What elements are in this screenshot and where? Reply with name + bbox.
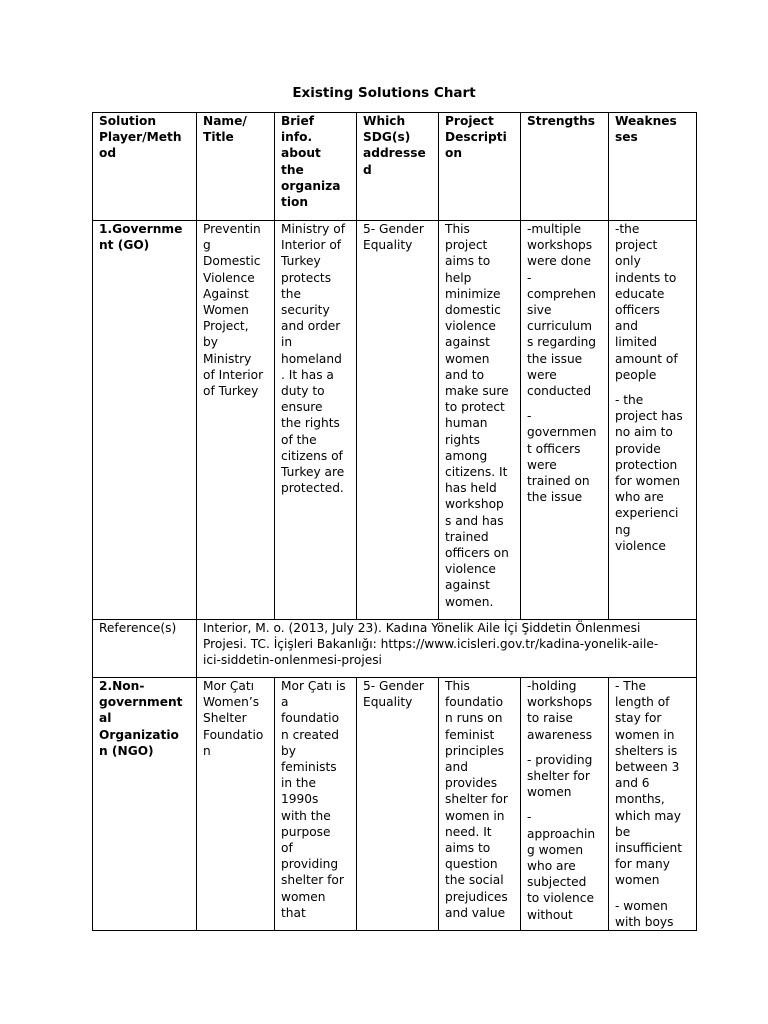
cell-paragraph	[615, 898, 692, 930]
cell-line: Project	[445, 114, 494, 128]
cell-line: with boys	[615, 914, 674, 929]
cell-line: curriculum	[527, 319, 593, 334]
cell-line: 5- Gender	[363, 222, 424, 236]
cell-line: -holding	[527, 679, 577, 693]
cell-line: violence	[615, 538, 666, 553]
row1-description	[439, 221, 521, 620]
cell-line: were	[527, 367, 557, 382]
cell-line: help	[445, 270, 472, 285]
cell-line: Mor Çatı is	[281, 679, 346, 693]
cell-line: rights	[445, 432, 480, 447]
cell-paragraph	[615, 392, 692, 554]
cell-line: shelters is	[615, 743, 678, 758]
cell-line: od	[99, 146, 117, 161]
cell-line: make sure	[445, 384, 509, 399]
cell-line: of Turkey	[203, 384, 259, 399]
cell-line: with the	[281, 808, 331, 823]
cell-line: officers on	[445, 546, 509, 561]
cell-paragraph	[527, 408, 604, 505]
cell-line: citizens. It	[445, 465, 508, 480]
cell-line: violence	[445, 562, 496, 577]
cell-line: human	[445, 416, 488, 431]
cell-line: foundatio	[445, 695, 504, 710]
cell-line: to raise	[527, 711, 573, 726]
cell-line: and 6	[615, 776, 650, 791]
cell-line: people	[615, 367, 657, 382]
cell-line: Turkey	[281, 254, 321, 269]
cell-line: project	[445, 238, 488, 253]
cell-line: need. It	[445, 824, 492, 839]
cell-line: workshops	[527, 695, 593, 710]
cell-line: citizens of	[281, 448, 343, 463]
cell-line: who are	[527, 859, 576, 874]
cell-line: n (NGO)	[99, 743, 154, 758]
cell-line: were	[527, 457, 557, 472]
cell-line: workshops	[527, 238, 593, 253]
cell-line: which may	[615, 808, 681, 823]
cell-line: provides	[445, 776, 498, 791]
cell-line: months,	[615, 792, 665, 807]
cell-line: 5- Gender	[363, 679, 424, 693]
cell-line: security	[281, 303, 330, 318]
cell-line: educate	[615, 286, 665, 301]
cell-line: and	[615, 319, 638, 334]
cell-line: Shelter	[203, 711, 247, 726]
cell-line: approachin	[527, 826, 596, 841]
cell-line: feminists	[281, 760, 337, 775]
cell-line: Descripti	[445, 130, 507, 145]
cell-line: project has	[615, 409, 683, 424]
cell-line: This	[445, 222, 470, 236]
cell-line: protects	[281, 270, 332, 285]
cell-line: among	[445, 448, 488, 463]
cell-line: without	[527, 907, 573, 922]
cell-line: ensure	[281, 400, 323, 415]
cell-paragraph	[615, 221, 692, 383]
cell-line: This	[445, 679, 470, 693]
cell-line: -	[527, 270, 532, 285]
cell-line: trained on	[527, 474, 590, 489]
cell-line: s regarding	[527, 335, 597, 350]
cell-line: project	[615, 238, 658, 253]
cell-line: n	[203, 743, 211, 758]
cell-line: -	[527, 810, 532, 825]
header-sdg	[357, 113, 439, 221]
row2-description	[439, 678, 521, 931]
cell-line: the social	[445, 873, 504, 888]
cell-line: shelter for	[445, 792, 508, 807]
cell-line: Ministry	[203, 351, 252, 366]
cell-line: of Interior	[203, 367, 264, 382]
header-solution-player	[93, 113, 197, 221]
reference-text	[197, 620, 697, 678]
cell-line: by	[281, 743, 296, 758]
row1-player	[93, 221, 197, 620]
cell-line: against	[445, 578, 490, 593]
cell-line: of	[281, 841, 293, 856]
cell-line: principles	[445, 743, 504, 758]
cell-line: no aim to	[615, 425, 673, 440]
cell-line: women	[445, 351, 490, 366]
row2-name	[197, 678, 275, 931]
cell-line: addresse	[363, 146, 426, 161]
cell-line: protected.	[281, 481, 344, 496]
cell-line: 1.Governme	[99, 222, 183, 236]
cell-line: only	[615, 254, 641, 269]
cell-line: foundatio	[281, 711, 340, 726]
cell-line: ng	[615, 522, 631, 537]
row1-weaknesses	[609, 221, 697, 620]
cell-line: awareness	[527, 727, 593, 742]
cell-line: - The	[615, 679, 646, 693]
cell-line: government	[99, 695, 183, 710]
cell-line: violence	[445, 319, 496, 334]
cell-line: trained	[445, 529, 489, 544]
cell-line: protection	[615, 457, 678, 472]
cell-line: by	[203, 335, 218, 350]
row1-sdg	[357, 221, 439, 620]
cell-line: s and has	[445, 513, 504, 528]
row2-weaknesses	[609, 678, 697, 931]
cell-line: -	[527, 409, 532, 424]
page-title: Existing Solutions Chart	[292, 85, 476, 101]
cell-line: . It has a	[281, 367, 334, 382]
cell-line: n runs on	[445, 711, 503, 726]
cell-line: Interior, M. o. (2013, July 23). Kadına Yönelik Aile İçi Şiddetin Önlenmesi	[203, 621, 641, 635]
cell-line: tion	[281, 195, 309, 210]
cell-line: shelter for	[527, 769, 590, 784]
cell-line: the rights	[281, 416, 340, 431]
cell-line: aims to	[445, 254, 491, 269]
cell-line: to violence	[527, 891, 594, 906]
cell-line: officers	[615, 303, 660, 318]
header-project-description	[439, 113, 521, 221]
cell-line: feminist	[445, 727, 495, 742]
header-strengths	[521, 113, 609, 221]
table-row	[93, 221, 697, 620]
cell-line: domestic	[445, 303, 501, 318]
cell-line: and to	[445, 367, 485, 382]
cell-line: Violence	[203, 270, 255, 285]
cell-line: women	[281, 889, 326, 904]
cell-line: amount of	[615, 351, 678, 366]
cell-line: has held	[445, 481, 497, 496]
cell-line: the	[281, 286, 302, 301]
cell-line: ici-siddetin-onlenmesi-projesi	[203, 653, 382, 668]
cell-line: Organizatio	[99, 727, 179, 742]
row2-strengths	[521, 678, 609, 931]
cell-line: women	[615, 873, 660, 888]
cell-line: 2.Non-	[99, 679, 145, 693]
cell-line: Interior of	[281, 238, 342, 253]
cell-line: Project,	[203, 319, 249, 334]
cell-line: women in	[445, 808, 505, 823]
cell-line: for many	[615, 857, 670, 872]
cell-line: n created	[281, 727, 340, 742]
cell-line: Preventin	[203, 222, 261, 236]
cell-line: info.	[281, 130, 313, 145]
cell-line: Name/	[203, 114, 247, 128]
solutions-table	[92, 112, 697, 931]
cell-line: in the	[281, 776, 316, 791]
cell-line: women in	[615, 727, 675, 742]
cell-line: g women	[527, 842, 584, 857]
cell-line: Brief	[281, 114, 315, 128]
cell-line: ses	[615, 130, 638, 145]
cell-line: - the	[615, 393, 644, 408]
cell-line: who are	[615, 490, 664, 505]
cell-line: insufficient	[615, 841, 683, 856]
cell-line: women.	[445, 594, 494, 609]
cell-line: that	[281, 905, 306, 920]
cell-line: purpose	[281, 824, 331, 839]
row1-strengths	[521, 221, 609, 620]
cell-paragraph	[527, 809, 604, 922]
cell-line: women	[527, 785, 572, 800]
cell-line: Player/Meth	[99, 130, 182, 145]
cell-line: conducted	[527, 384, 592, 399]
row1-name	[197, 221, 275, 620]
cell-line: about	[281, 146, 321, 161]
cell-paragraph	[615, 678, 692, 889]
cell-line: Title	[203, 130, 234, 145]
reference-row	[93, 620, 697, 678]
cell-paragraph	[527, 221, 604, 399]
header-brief-info	[275, 113, 357, 221]
row2-player	[93, 678, 197, 931]
reference-label: Reference(s)	[93, 620, 197, 678]
cell-line: d	[363, 162, 372, 177]
cell-line: t officers	[527, 441, 581, 456]
cell-line: and order	[281, 319, 341, 334]
cell-line: Weaknes	[615, 114, 677, 128]
cell-line: prejudices	[445, 889, 508, 904]
cell-line: length of	[615, 695, 670, 710]
cell-line: g	[203, 238, 211, 253]
cell-line: question	[445, 857, 498, 872]
cell-line: to protect	[445, 400, 505, 415]
cell-line: - women	[615, 898, 668, 913]
cell-line: be	[615, 824, 631, 839]
cell-line: workshop	[445, 497, 504, 512]
cell-paragraph	[527, 752, 604, 801]
cell-line: Against	[203, 286, 249, 301]
cell-line: -the	[615, 222, 640, 236]
cell-line: experienci	[615, 506, 679, 521]
cell-line: subjected	[527, 875, 587, 890]
cell-line: nt (GO)	[99, 238, 150, 253]
cell-line: organiza	[281, 178, 341, 193]
cell-line: governmen	[527, 425, 597, 440]
cell-line: Women’s	[203, 695, 260, 710]
header-name-title	[197, 113, 275, 221]
cell-line: on	[445, 146, 463, 161]
cell-line: Equality	[363, 695, 413, 710]
cell-line: SDG(s)	[363, 130, 411, 145]
cell-line: providing	[281, 857, 339, 872]
cell-line: Projesi. TC. İçişleri Bakanlığı: https://www.icisleri.gov.tr/kadina-yonelik-aile-	[203, 637, 659, 652]
cell-line: provide	[615, 441, 661, 456]
cell-line: sive	[527, 303, 552, 318]
cell-line: Equality	[363, 238, 413, 253]
cell-line: Strengths	[527, 114, 596, 128]
cell-paragraph	[527, 678, 604, 743]
cell-line: between 3	[615, 760, 680, 775]
header-row	[93, 113, 697, 221]
cell-line: for women	[615, 474, 681, 489]
cell-line: Turkey are	[281, 465, 345, 480]
cell-line: the	[281, 162, 304, 177]
row1-info	[275, 221, 357, 620]
row2-info	[275, 678, 357, 931]
header-weaknesses	[609, 113, 697, 221]
cell-line: stay for	[615, 711, 662, 726]
cell-line: - providing	[527, 752, 593, 767]
cell-line: Women	[203, 303, 249, 318]
cell-line: a	[281, 695, 289, 710]
cell-line: of the	[281, 432, 317, 447]
cell-line: and	[445, 760, 468, 775]
cell-line: al	[99, 711, 112, 726]
cell-line: the issue	[527, 351, 583, 366]
cell-line: homeland	[281, 351, 342, 366]
table-row	[93, 678, 697, 931]
row2-sdg	[357, 678, 439, 931]
cell-line: and value	[445, 905, 506, 920]
cell-line: the issue	[527, 490, 583, 505]
cell-line: -multiple	[527, 222, 582, 236]
cell-line: Which	[363, 114, 406, 128]
cell-line: Foundatio	[203, 727, 264, 742]
cell-line: against	[445, 335, 490, 350]
cell-line: minimize	[445, 286, 501, 301]
cell-line: limited	[615, 335, 658, 350]
cell-line: indents to	[615, 270, 677, 285]
cell-line: in	[281, 335, 293, 350]
cell-line: Mor Çatı	[203, 679, 254, 693]
cell-line: were done	[527, 254, 591, 269]
cell-line: Solution	[99, 114, 157, 128]
cell-line: comprehen	[527, 286, 596, 301]
cell-line: duty to	[281, 384, 325, 399]
cell-line: Ministry of	[281, 222, 345, 236]
cell-line: aims to	[445, 841, 491, 856]
cell-line: Domestic	[203, 254, 261, 269]
cell-line: 1990s	[281, 792, 319, 807]
cell-line: shelter for	[281, 873, 344, 888]
